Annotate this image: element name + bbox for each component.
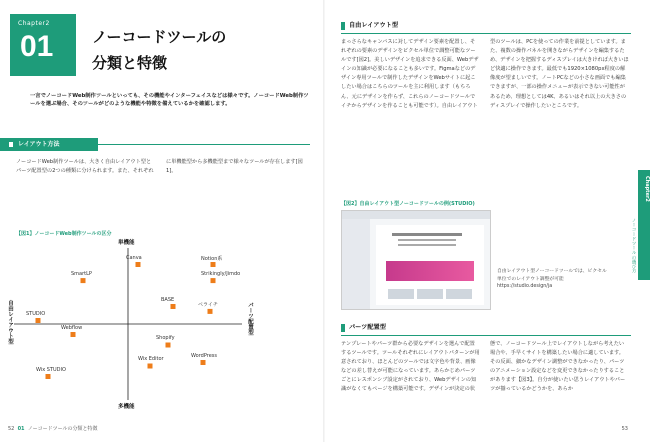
heading-underline [341, 335, 631, 336]
chart-point-marker [166, 343, 171, 348]
chart-point-marker [81, 278, 86, 283]
chart-point-marker [36, 318, 41, 323]
chart-point-label: Webflow [61, 324, 83, 331]
figure2-screenshot [341, 210, 491, 310]
figure2-caption: 自由レイアウト型ノーコードツールでは、ピクセル単位でのレイアウト調整が可能 https://studio.design/ja [497, 269, 607, 290]
heading-bar-icon [341, 324, 345, 332]
canvas-text [398, 244, 456, 246]
page-number-left: 52 [8, 426, 15, 432]
chart-point-label: SmartLP [71, 270, 92, 277]
chart-point-label: WordPress [191, 352, 218, 359]
section-heading-parts [341, 322, 631, 334]
canvas-text [398, 239, 456, 241]
section1-body: まっさらなキャンバスに対してデザイン要素を配置し、それぞれの要素のデザインをピクセル単位で調整可能なツールです[図2]。美しいデザインを追求できる反面、Webデザインの知識が必要になることも多いです。Figmaなどのデザイン専用ツールで制作したデザインをWebサイトに起こしたい場合はこちらのツールを主に利用します（もちろん、元にデザインを作らず、これらのノーコードツールでイチからデザインを作ることも可能です）。自由レイアウト型のツールは、PCを使っての作業を前提としています。また、複数の操作パネルを開きながらデザインを編集するため、デザインを把握するディスプレイは大きければ大きいほど快適に操作できます。最低でも1920×1080px程度の解像度が望ましいです。ノートPCなどの小さな画面でも編集できますが、一部の操作メニューが表示できない可能性があるため、理想としては4K、あるいはそれ以上の大きさのディスプレイで操作したいところです。 [341, 39, 629, 109]
section-heading-text: レイアウト方法 [18, 141, 60, 148]
figure2-label: 【図2】自由レイアウト型ノーコードツールの例(STUDIO) [341, 201, 475, 207]
chart-point-label: Strikingly/Jimdo [201, 270, 241, 277]
section-heading-free-layout [341, 20, 631, 32]
side-tab-label: Chapter2 [644, 176, 650, 202]
chart-point-marker [211, 262, 216, 267]
chapter-label: Chapter2 [18, 20, 50, 27]
page-title-line2: 分類と特徴 [92, 54, 168, 72]
section-bullet-icon [9, 142, 13, 147]
chart-point-label: Wix Editor [138, 356, 164, 362]
lead-paragraph: 一言でノーコードWeb制作ツールといっても、その機能やインターフェイスなどは様々です。ノーコードWeb制作ツールを選ぶ場合、そのツールがどのような機能や特徴を備えているかを確認します。 [30, 93, 309, 108]
chart-point-marker [46, 374, 51, 379]
chapter-badge [10, 14, 76, 76]
side-tab-subtitle: ノーコードツールの選び方 [631, 218, 636, 274]
heading-bar-icon [341, 22, 345, 30]
footer-left [8, 425, 97, 432]
footer-chapter: 01 [17, 426, 25, 432]
chart-point-marker [201, 360, 206, 365]
page-number-right: 53 [621, 426, 628, 432]
axis-label-right: パーツ配置型 [247, 302, 253, 335]
chart-point-marker [211, 278, 216, 283]
section2-title: パーツ配置型 [349, 324, 386, 331]
canvas-hero-banner [386, 261, 474, 281]
section-divider [98, 144, 310, 145]
classification-chart [0, 236, 325, 426]
body-text-left: ノーコードWeb制作ツールは、大きく自由レイアウト型とパーツ配置型の2つの種類に分けられます。また、それぞれに単機能型から多機能型まで様々なツールが存在します[図1]。 [16, 159, 303, 175]
chart-point-marker [148, 364, 153, 369]
footer-title: ノーコードツールの分類と特徴 [27, 426, 98, 432]
canvas-thumbnails [388, 289, 472, 299]
figure1-label: 【図1】ノーコードWeb制作ツールの区分 [16, 231, 112, 237]
chart-point-label: ペライチ [198, 302, 218, 309]
editor-sidebar [342, 211, 370, 309]
chart-point-marker [171, 304, 176, 309]
chart-point-label: Shopify [156, 335, 175, 341]
axis-label-bottom: 多機能 [118, 404, 135, 410]
axis-label-top: 単機能 [118, 240, 135, 246]
right-page [325, 0, 650, 442]
chart-point-label: Canva [126, 254, 142, 261]
chapter-number: 01 [20, 30, 54, 63]
chart-svg [0, 236, 325, 426]
chart-point-marker [71, 332, 76, 337]
chart-point-marker [136, 262, 141, 267]
axis-label-left: 自由レイアウト型 [7, 300, 13, 344]
section2-body: テンプレートやパーツ群から必要なデザインを選んで配置するツールです。ツールそれぞれにレイアウトパターンが用意されており、ほとんどのツールでは文字色や背景、画像などの差し替えが可能になっています。あらかじめパーツごとにレスポンシブ設定がされており、Webデザインの知識がなくてもページを構築可能です。デザインが決定の状態で、ノーコードツール上でレイアウトしながら考えたい場合や、手早くサイトを構築したい場合に適しています。その反面、細かなデザイン調整ができなかったり、パーツのアニメーション設定などを変更できなかったりすることがあります【図3】。自分が使いたい思うレイアウトやパーツが揃っているかどうかを、あらか [341, 341, 626, 393]
chart-point-label: Notion系 [201, 255, 223, 262]
editor-toolbar [342, 211, 490, 219]
section-heading-layout [0, 138, 98, 151]
section1-title: 自由レイアウト型 [349, 22, 399, 29]
chart-point-label: Wix STUDIO [36, 366, 66, 373]
chart-point-marker [208, 309, 213, 314]
page-title-line1: ノーコードツールの [92, 28, 227, 46]
chart-point-label: BASE [161, 296, 175, 303]
canvas-heading [392, 233, 462, 236]
heading-underline [341, 33, 631, 34]
chart-point-label: STUDIO [26, 310, 46, 317]
